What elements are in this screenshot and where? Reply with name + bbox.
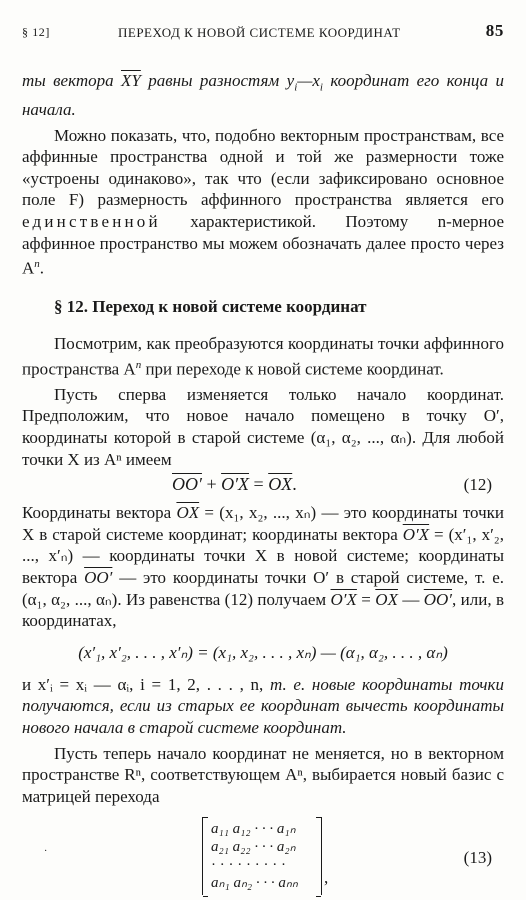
- page-number: 85: [485, 21, 504, 40]
- stray-dot: ·: [44, 846, 48, 858]
- header-section: § 12]: [22, 25, 50, 39]
- paragraph-coordinates: Координаты вектора $\overline{OX} = (x_1$, x₂, ..., xₙ) — это координаты точки X в старой системе координат; координаты вектора O′X = (x′₁, x′₂, ..., x′ₙ) — координаты точки X в новой системе; координаты вектора OO′ — это координаты точки O′ в старой системе, т. е. (α₁, α₂, ..., αₙ). Из равенства (12) получаем $O'X = \overline{OX}$ — OO′, или, в координатах,: [22, 503, 505, 631]
- formula-coordinates: (x′₁, x′₂, . . . , x′ₙ) = (x₁, x₂, . . . , xₙ) — (α₁, α₂, . . . , αₙ): [78, 642, 448, 662]
- running-header: [22, 20, 504, 46]
- formula-12-tag: (12): [463, 475, 492, 495]
- header-title: ПЕРЕХОД К НОВОЙ СИСТЕМЕ КООРДИНАТ: [118, 25, 401, 40]
- matrix-comma: ,: [324, 868, 329, 888]
- paragraph-intro: Посмотрим, как преобразуются координаты точки аффинного пространства $A^n$ при переходе к новой системе координат.: [22, 333, 504, 379]
- page: [22, 20, 504, 897]
- paragraph-origin-change: Пусть сперва изменяется только начало координат. Предположим, что новое начало помещено в точку O′, координаты которой в старой системе (α₁, α₂, ..., αₙ). Для любой точки X из Aⁿ имеем: [22, 384, 504, 469]
- paragraph-affine-spaces: Можно показать, что, подобно векторным пространствам, все аффинные пространства одной и той же размерности тоже «устроены одинаково», так что (если зафиксировано основное поле F) размерность аффинного пространства является его единственной характеристикой. Поэтому n-мерное аффинное пространство мы можем обозначать далее просто через $A^n$.: [22, 125, 504, 278]
- formula-13: [22, 817, 504, 897]
- formula-12: [22, 472, 504, 498]
- paragraph-continuation: ты вектора $\overline{XY}$ равны разностям $y_i—x_i$ координат его конца и начала.: [22, 71, 505, 119]
- paragraph-basis-change: Пусть теперь начало координат не меняется, но в векторном пространстве Rⁿ, соответствующем Aⁿ, выбирается новый базис с матрицей перехода: [22, 743, 504, 806]
- matrix-row-3: · · · · · · · · ·: [211, 857, 286, 874]
- formula-13-tag: (13): [463, 848, 492, 868]
- matrix-row-4: aₙ₁ aₙ₂ · · · aₙₙ: [211, 875, 298, 892]
- section-title: § 12. Переход к новой системе координат: [54, 297, 367, 317]
- matrix-row-2: a₂₁ a₂₂ · · · a₂ₙ: [211, 839, 296, 856]
- paragraph-result: и x′ᵢ = xᵢ — αᵢ, i = 1, 2, . . . , n, т. е. новые координаты точки получаются, если из старых ее координат вычесть координаты нового начала в старой системе координат.: [22, 674, 504, 737]
- transition-matrix: [202, 817, 322, 895]
- formula-12-expression: $OO' + O'X = \overline{OX}$.: [172, 474, 297, 495]
- matrix-row-1: a₁₁ a₁₂ · · · a₁ₙ: [211, 821, 296, 838]
